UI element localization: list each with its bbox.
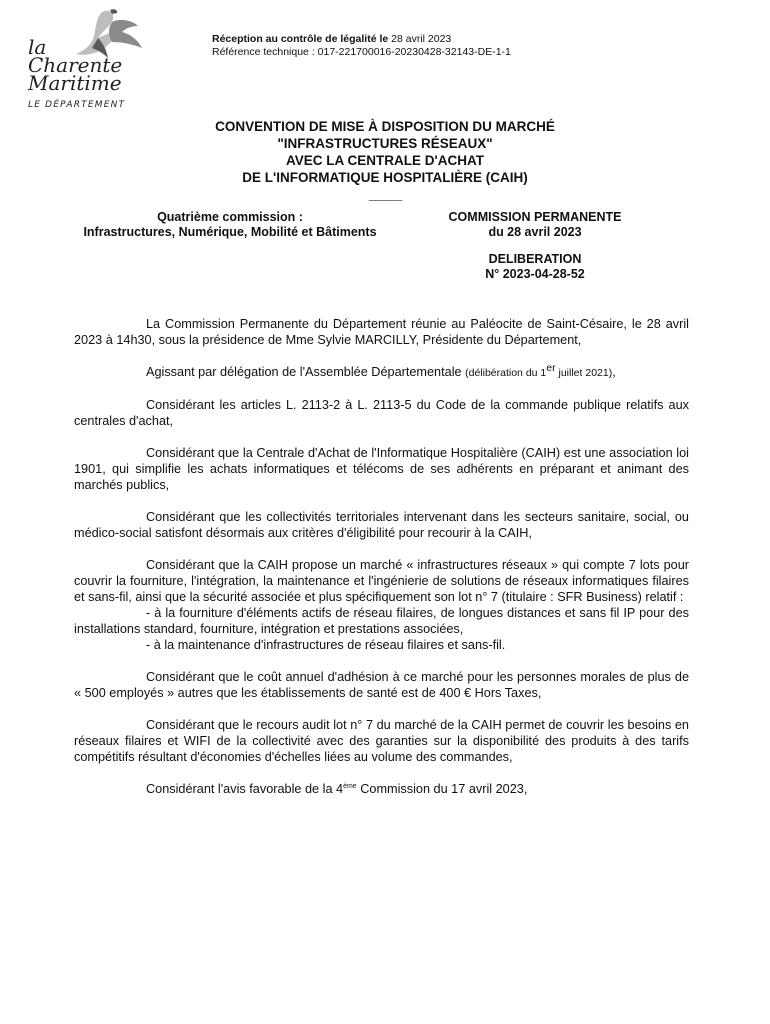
document-title <box>100 118 670 203</box>
title-line-3: AVEC LA CENTRALE D'ACHAT <box>286 153 484 168</box>
deliberation-number: N° 2023-04-28-52 <box>485 267 585 281</box>
logo-line-charente: Charente <box>28 53 123 77</box>
technical-reference: Référence technique : 017-221700016-20230428-32143-DE-1-1 <box>212 46 511 58</box>
paragraph-code-articles: Considérant les articles L. 2113-2 à L. 2113-5 du Code de la commande publique relatifs aux centrales d'achat, <box>74 398 689 428</box>
session-block <box>420 210 650 282</box>
deliberation-label: DELIBERATION <box>488 252 582 266</box>
delegation-end: , <box>612 365 616 379</box>
delegation-text: Agissant par délégation de l'Assemblée Départementale <box>146 365 466 379</box>
list-item-supply: - à la fourniture d'éléments actifs de réseau filaires, de longues distances et sans fil IP pour des installations standard, fourniture, intégration et prestations associées, <box>74 606 689 636</box>
paragraph-market-lots: Considérant que la CAIH propose un marché « infrastructures réseaux » qui compte 7 lots pour couvrir la fourniture, l'intégration, la maintenance et l'ingénierie de solutions de réseaux informatiques filaires et sans-fil, ainsi que la sécurité associée et plus spécifiquement son lot n° 7 (titulaire : SFR Business) relatif : <box>74 558 689 604</box>
session-type: COMMISSION PERMANENTE <box>448 210 622 224</box>
paragraph-delegation <box>74 364 689 381</box>
paragraph-preamble: La Commission Permanente du Département réunie au Paléocite de Saint-Césaire, le 28 avril 2023 à 14h30, sous la présidence de Mme Sylvie MARCILLY, Présidente du Département, <box>74 317 689 347</box>
list-item-maintenance: - à la maintenance d'infrastructures de réseau filaires et sans-fil. <box>146 638 506 652</box>
paragraph-eligibility: Considérant que les collectivités territoriales intervenant dans les secteurs sanitaire, social, ou médico-social satisfont désormais aux critères d'éligibilité pour recourir à la CAIH, <box>74 510 689 540</box>
logo-line-departement: LE DÉPARTEMENT <box>28 100 126 110</box>
commission-scope: Infrastructures, Numérique, Mobilité et Bâtiments <box>83 225 377 239</box>
reception-date: 28 avril 2023 <box>391 33 452 45</box>
department-logo <box>22 8 152 112</box>
paragraph-caih-association: Considérant que la Centrale d'Achat de l'Informatique Hospitalière (CAIH) est une association loi 1901, qui simplifie les achats informatiques et télécoms de ses adhérents en préparant et animant des marchés publics, <box>74 446 689 492</box>
paragraph-coverage: Considérant que le recours audit lot n° 7 du marché de la CAIH permet de couvrir les besoins en réseaux filaires et WIFI de la collectivité avec des garanties sur la disponibilité des produits à des tarifs compétitifs résultant d'économies d'échelles liées au volume des commandes, <box>74 718 689 764</box>
delegation-ref-b: juillet 2021) <box>555 367 613 379</box>
commission-name: Quatrième commission : <box>157 210 303 224</box>
delegation-ref-a: (délibération du 1 <box>465 367 547 379</box>
logo-line-la: la <box>28 35 47 59</box>
delegation-ref-sup: er <box>546 362 556 374</box>
title-line-1: CONVENTION DE MISE À DISPOSITION DU MARCHÉ <box>215 119 555 134</box>
opinion-text-b: Commission du 17 avril 2023, <box>356 782 528 796</box>
title-line-4: DE L'INFORMATIQUE HOSPITALIÈRE (CAIH) <box>242 170 528 185</box>
title-line-2: "INFRASTRUCTURES RÉSEAUX" <box>277 136 493 151</box>
deliberation-body <box>74 316 689 813</box>
opinion-text-a: Considérant l'avis favorable de la 4 <box>146 782 344 796</box>
paragraph-commission-opinion <box>74 781 689 797</box>
logo-line-maritime: Maritime <box>28 71 122 95</box>
reception-label: Réception au contrôle de légalité le <box>212 33 389 45</box>
commission-block <box>80 210 380 240</box>
reception-stamp <box>212 33 511 59</box>
title-rule: _____ <box>368 187 402 202</box>
session-date: du 28 avril 2023 <box>488 225 582 239</box>
paragraph-membership-cost: Considérant que le coût annuel d'adhésion à ce marché pour les personnes morales de plus de « 500 employés » autres que les établissements de santé est de 400 € Hors Taxes, <box>74 670 689 700</box>
opinion-sup: ème <box>343 783 357 790</box>
